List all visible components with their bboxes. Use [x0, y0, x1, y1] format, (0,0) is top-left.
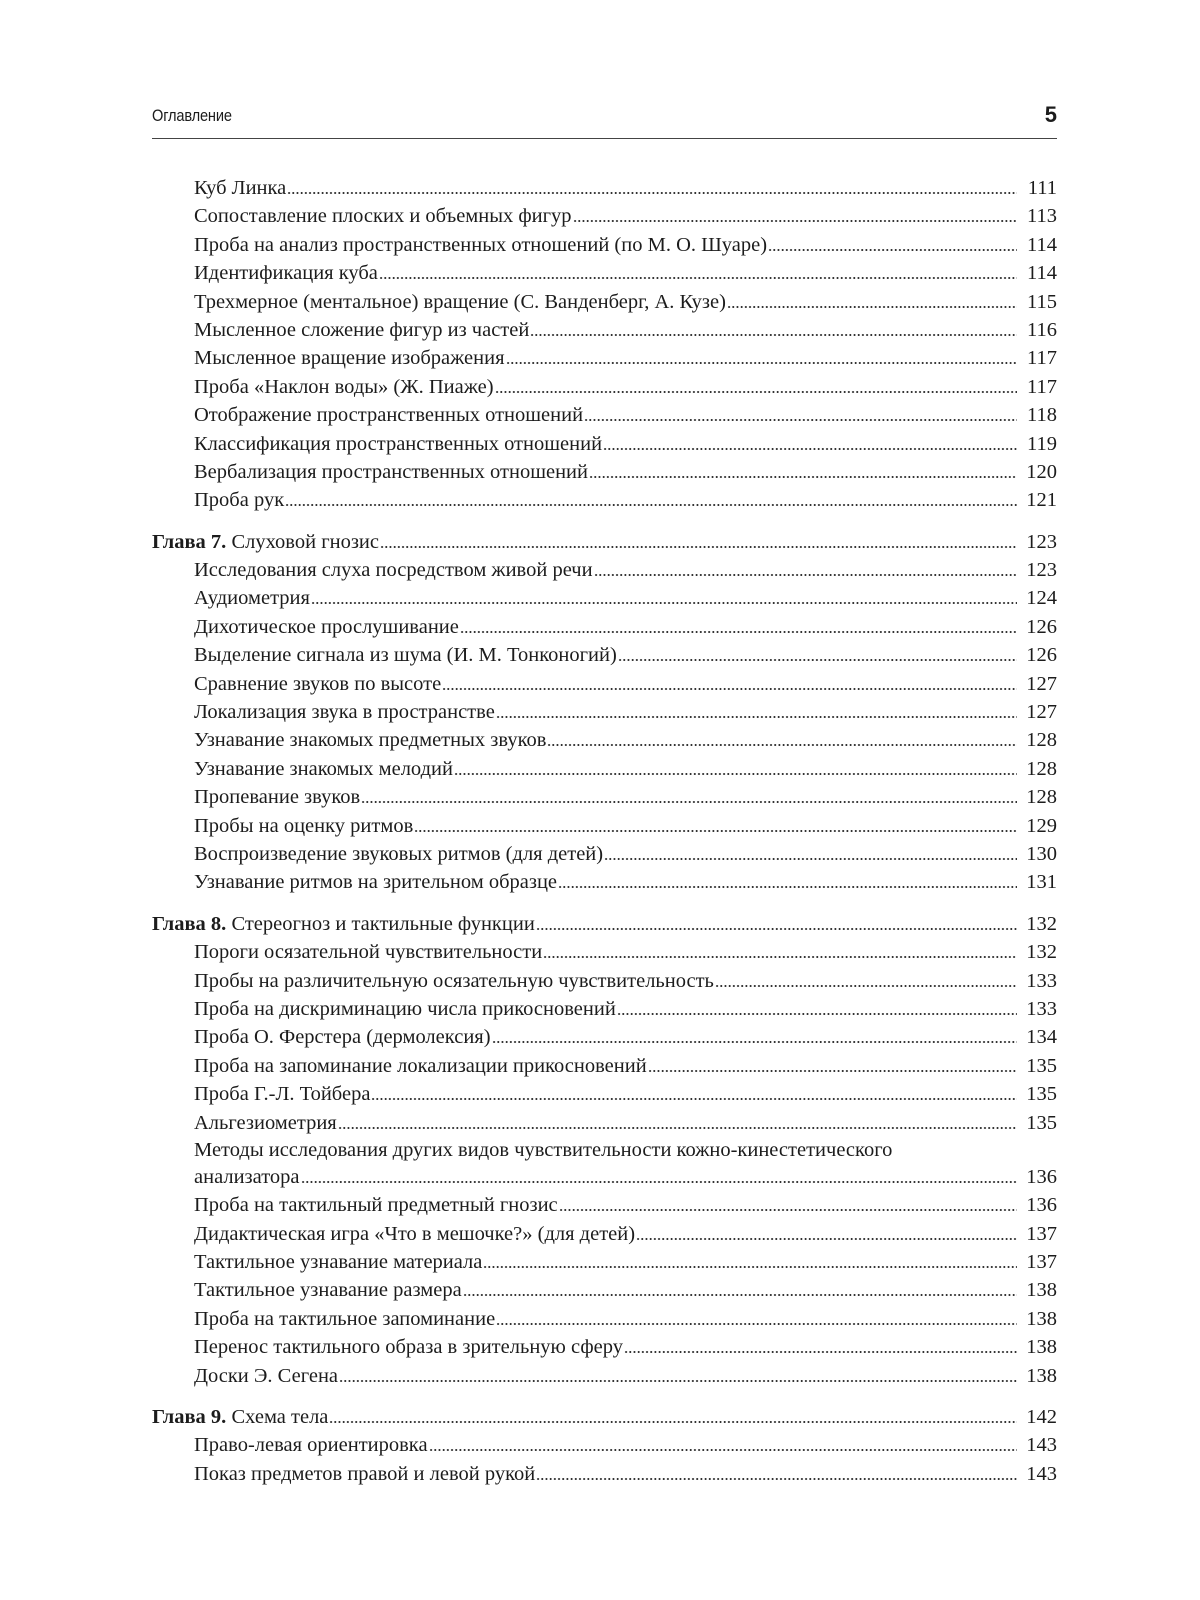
dot-leader [648, 1070, 1017, 1072]
toc-entry[interactable] [152, 458, 1057, 486]
toc-entry[interactable] [152, 556, 1057, 584]
toc-entry[interactable] [152, 344, 1057, 372]
toc-entry-title: Узнавание знакомых мелодий [194, 757, 453, 780]
dot-leader [536, 1478, 1017, 1480]
dot-leader [338, 1127, 1017, 1129]
dot-leader [506, 362, 1017, 364]
toc-entry-page: 119 [1027, 432, 1057, 455]
dot-leader [311, 602, 1017, 604]
toc-entry-page: 123 [1026, 559, 1057, 582]
chapter-label: Глава 9. [152, 1406, 227, 1429]
toc-entry[interactable] [152, 641, 1057, 669]
running-header [152, 104, 1057, 139]
dot-leader [558, 886, 1017, 888]
toc-entry-page: 114 [1027, 262, 1057, 285]
toc-entry-title: Сравнение звуков по высоте [194, 672, 442, 695]
chapter-label: Глава 8. [152, 912, 227, 935]
chapter-page: 142 [1026, 1406, 1057, 1429]
toc-entry-title: Пробы на оценку ритмов [194, 814, 414, 837]
toc-entry-title: Проба на тактильный предметный гнозис [194, 1194, 558, 1217]
toc-entry-title: Проба на запоминание локализации прикосновений [194, 1054, 647, 1077]
toc-entry-title: Вербализация пространственных отношений [194, 460, 588, 483]
dot-leader [429, 1449, 1017, 1451]
toc-entry[interactable] [152, 231, 1057, 259]
toc-group-chapter-7 [152, 528, 1057, 897]
toc-entry-title: Проба «Наклон воды» (Ж. Пиаже) [194, 375, 494, 398]
toc-entry-title: Исследования слуха посредством живой речи [194, 559, 593, 582]
dot-leader [285, 504, 1017, 506]
toc-entry[interactable] [152, 174, 1057, 202]
toc-entry-title: Пропевание звуков [194, 786, 361, 809]
toc-entry-title: Мысленное сложение фигур из частей [194, 318, 530, 341]
toc-entry-page: 143 [1026, 1462, 1057, 1485]
toc-entry-page: 113 [1027, 205, 1057, 228]
toc-entry-page: 124 [1026, 587, 1057, 610]
dot-leader [547, 744, 1017, 746]
toc-entry-title: Проба на тактильное запоминание [194, 1307, 496, 1330]
dot-leader [483, 1266, 1017, 1268]
toc-entry-page: 120 [1026, 460, 1057, 483]
toc-entry-title: Локализация звука в пространстве [194, 701, 495, 724]
dot-leader [361, 801, 1017, 803]
toc-entry[interactable] [152, 401, 1057, 429]
toc-entry[interactable] [152, 755, 1057, 783]
dot-leader [617, 1013, 1017, 1015]
toc-entry-page: 126 [1026, 615, 1057, 638]
toc-entry[interactable] [152, 373, 1057, 401]
toc-entry[interactable] [152, 1276, 1057, 1304]
dot-leader [414, 830, 1017, 832]
toc-entry-title: Выделение сигнала из шума (И. М. Тонконогий) [194, 644, 617, 667]
toc-entry-two-line[interactable] [152, 1137, 1057, 1191]
toc-entry[interactable] [152, 1460, 1057, 1488]
toc-entry[interactable] [152, 812, 1057, 840]
dot-leader [329, 1421, 1017, 1423]
toc-entry-title: Тактильное узнавание размера [194, 1279, 462, 1302]
toc-entry-title: Классификация пространственных отношений [194, 432, 603, 455]
dot-leader [536, 928, 1017, 930]
toc-entry-page: 129 [1026, 814, 1057, 837]
dot-leader [573, 220, 1017, 222]
toc-entry[interactable] [152, 840, 1057, 868]
toc-entry-page: 135 [1026, 1111, 1057, 1134]
dot-leader [496, 716, 1017, 718]
dot-leader [301, 1181, 1017, 1183]
toc-entry-page: 126 [1026, 644, 1057, 667]
toc-entry[interactable] [152, 1362, 1057, 1390]
toc-entry[interactable] [152, 995, 1057, 1023]
toc-entry-page: 133 [1026, 997, 1057, 1020]
toc-entry[interactable] [152, 726, 1057, 754]
dot-leader [543, 956, 1017, 958]
toc-entry-page: 118 [1027, 404, 1057, 427]
toc-entry-title: Узнавание ритмов на зрительном образце [194, 871, 558, 894]
toc-entry-page: 137 [1026, 1251, 1057, 1274]
toc-entry[interactable] [152, 288, 1057, 316]
dot-leader [559, 1209, 1017, 1211]
toc-entry-title: Пороги осязательной чувствительности [194, 941, 543, 964]
dot-leader [604, 858, 1017, 860]
toc-entry-page: 117 [1027, 375, 1057, 398]
toc-entry-page: 127 [1026, 672, 1057, 695]
toc-entry-page: 138 [1026, 1307, 1057, 1330]
dot-leader [624, 1351, 1017, 1353]
chapter-title: Стереогноз и тактильные функции [231, 912, 535, 935]
toc-entry-page: 132 [1026, 941, 1057, 964]
toc-entry-title: Перенос тактильного образа в зрительную сферу [194, 1336, 623, 1359]
toc-entry[interactable] [152, 868, 1057, 896]
toc-entry-page: 128 [1026, 757, 1057, 780]
toc-entry[interactable] [152, 1333, 1057, 1361]
toc-entry-title: Проба рук [194, 489, 285, 512]
dot-leader [371, 1098, 1017, 1100]
toc-entry[interactable] [152, 1109, 1057, 1137]
toc-entry-title: Трехмерное (ментальное) вращение (С. Ванденберг, А. Кузе) [194, 290, 726, 313]
dot-leader [636, 1238, 1017, 1240]
toc-entry-page: 128 [1026, 729, 1057, 752]
toc-entry-page: 136 [1026, 1165, 1057, 1188]
toc-entry-page: 131 [1026, 871, 1057, 894]
chapter-label: Глава 7. [152, 530, 227, 553]
toc-entry-page: 117 [1027, 347, 1057, 370]
toc-entry-page: 138 [1026, 1364, 1057, 1387]
dot-leader [442, 688, 1017, 690]
toc-entry[interactable] [152, 783, 1057, 811]
dot-leader [463, 1294, 1017, 1296]
toc-entry-title: Показ предметов правой и левой рукой [194, 1462, 536, 1485]
dot-leader [618, 659, 1017, 661]
toc-entry-title: Доски Э. Сегена [194, 1364, 339, 1387]
toc-entry-title: Отображение пространственных отношений [194, 404, 584, 427]
dot-leader [339, 1380, 1017, 1382]
toc-group-chapter-9 [152, 1403, 1057, 1488]
toc-entry-page: 121 [1026, 489, 1057, 512]
toc-entry-page: 128 [1026, 786, 1057, 809]
toc-entry[interactable] [152, 1220, 1057, 1248]
dot-leader [380, 546, 1017, 548]
toc-entry-page: 134 [1026, 1026, 1057, 1049]
toc-entry-title: Дихотическое прослушивание [194, 615, 459, 638]
toc-entry[interactable] [152, 698, 1057, 726]
toc-chapter-7[interactable] [152, 528, 1057, 556]
toc-entry-page: 127 [1026, 701, 1057, 724]
toc-entry[interactable] [152, 430, 1057, 458]
toc-entry-page: 116 [1027, 318, 1057, 341]
toc-entry-title: Альгезиометрия [194, 1111, 337, 1134]
dot-leader [492, 1041, 1017, 1043]
toc-entry[interactable] [152, 967, 1057, 995]
toc-entry[interactable] [152, 1191, 1057, 1219]
toc-entry[interactable] [152, 1305, 1057, 1333]
toc-entry-page: 114 [1027, 233, 1057, 256]
dot-leader [589, 476, 1017, 478]
dot-leader [603, 448, 1017, 450]
dot-leader [594, 574, 1017, 576]
toc-entry-title: Куб Линка [194, 177, 287, 199]
toc-entry[interactable] [152, 613, 1057, 641]
toc-entry-title: Мысленное вращение изображения [194, 347, 505, 370]
toc-entry-page: 143 [1026, 1434, 1057, 1457]
dot-leader [379, 277, 1017, 279]
toc-entry-title: Аудиометрия [194, 587, 310, 610]
dot-leader [727, 306, 1017, 308]
toc-entry-title: Тактильное узнавание материала [194, 1251, 483, 1274]
toc-group-continued [152, 174, 1057, 515]
toc-entry-title: Дидактическая игра «Что в мешочке?» (для детей) [194, 1222, 636, 1245]
toc-entry[interactable] [152, 486, 1057, 514]
toc-entry-title: Пробы на различительную осязательную чувствительность [194, 969, 714, 992]
toc-entry[interactable] [152, 259, 1057, 287]
toc-entry-title: Проба О. Ферстера (дермолексия) [194, 1026, 491, 1049]
dot-leader [495, 391, 1017, 393]
toc-entry-page: 115 [1027, 290, 1057, 313]
toc-entry-title: Проба на анализ пространственных отношений (по М. О. Шуаре) [194, 233, 768, 256]
toc-entry-page: 137 [1026, 1222, 1057, 1245]
toc-entry-page: 111 [1027, 177, 1057, 199]
dot-leader [768, 249, 1017, 251]
chapter-title: Слуховой гнозис [231, 530, 379, 553]
toc-entry-title: Проба Г.-Л. Тойбера [194, 1083, 371, 1106]
toc-entry[interactable] [152, 584, 1057, 612]
chapter-page: 123 [1026, 530, 1057, 553]
chapter-title: Схема тела [231, 1406, 329, 1429]
toc-entry-title-line1: Методы исследования других видов чувствительности кожно-кинестетического [194, 1138, 893, 1161]
toc-entry-page: 136 [1026, 1194, 1057, 1217]
dot-leader [584, 419, 1017, 421]
toc-entry[interactable] [152, 1431, 1057, 1459]
toc-entry-title: Право-левая ориентировка [194, 1434, 428, 1457]
toc-chapter-9[interactable] [152, 1403, 1057, 1431]
toc-entry-page: 135 [1026, 1054, 1057, 1077]
table-of-contents [152, 174, 1057, 1488]
toc-entry[interactable] [152, 1248, 1057, 1276]
toc-entry[interactable] [152, 670, 1057, 698]
dot-leader [496, 1323, 1017, 1325]
chapter-page: 132 [1026, 912, 1057, 935]
dot-leader [715, 985, 1017, 987]
dot-leader [287, 192, 1017, 194]
toc-entry-page: 135 [1026, 1083, 1057, 1106]
toc-entry-page: 130 [1026, 842, 1057, 865]
toc-entry[interactable] [152, 316, 1057, 344]
toc-entry[interactable] [152, 1052, 1057, 1080]
toc-entry-title: Воспроизведение звуковых ритмов (для детей) [194, 842, 604, 865]
toc-entry-page: 133 [1026, 969, 1057, 992]
toc-entry-title-line2: анализатора [194, 1165, 300, 1188]
toc-entry-title: Сопоставление плоских и объемных фигур [194, 205, 572, 228]
dot-leader [454, 773, 1017, 775]
toc-entry-page: 138 [1026, 1279, 1057, 1302]
toc-chapter-8[interactable] [152, 910, 1057, 938]
toc-entry-page: 138 [1026, 1336, 1057, 1359]
toc-entry[interactable] [152, 1023, 1057, 1051]
toc-group-chapter-8 [152, 910, 1057, 1390]
header-title: Оглавление [152, 106, 232, 125]
dot-leader [530, 334, 1017, 336]
toc-entry[interactable] [152, 1080, 1057, 1108]
header-page-number: 5 [1044, 102, 1057, 127]
toc-entry[interactable] [152, 938, 1057, 966]
toc-entry-title: Проба на дискриминацию числа прикосновений [194, 997, 616, 1020]
toc-entry-title: Идентификация куба [194, 262, 378, 285]
dot-leader [460, 631, 1017, 633]
toc-entry-title: Узнавание знакомых предметных звуков [194, 729, 547, 752]
toc-entry[interactable] [152, 202, 1057, 230]
